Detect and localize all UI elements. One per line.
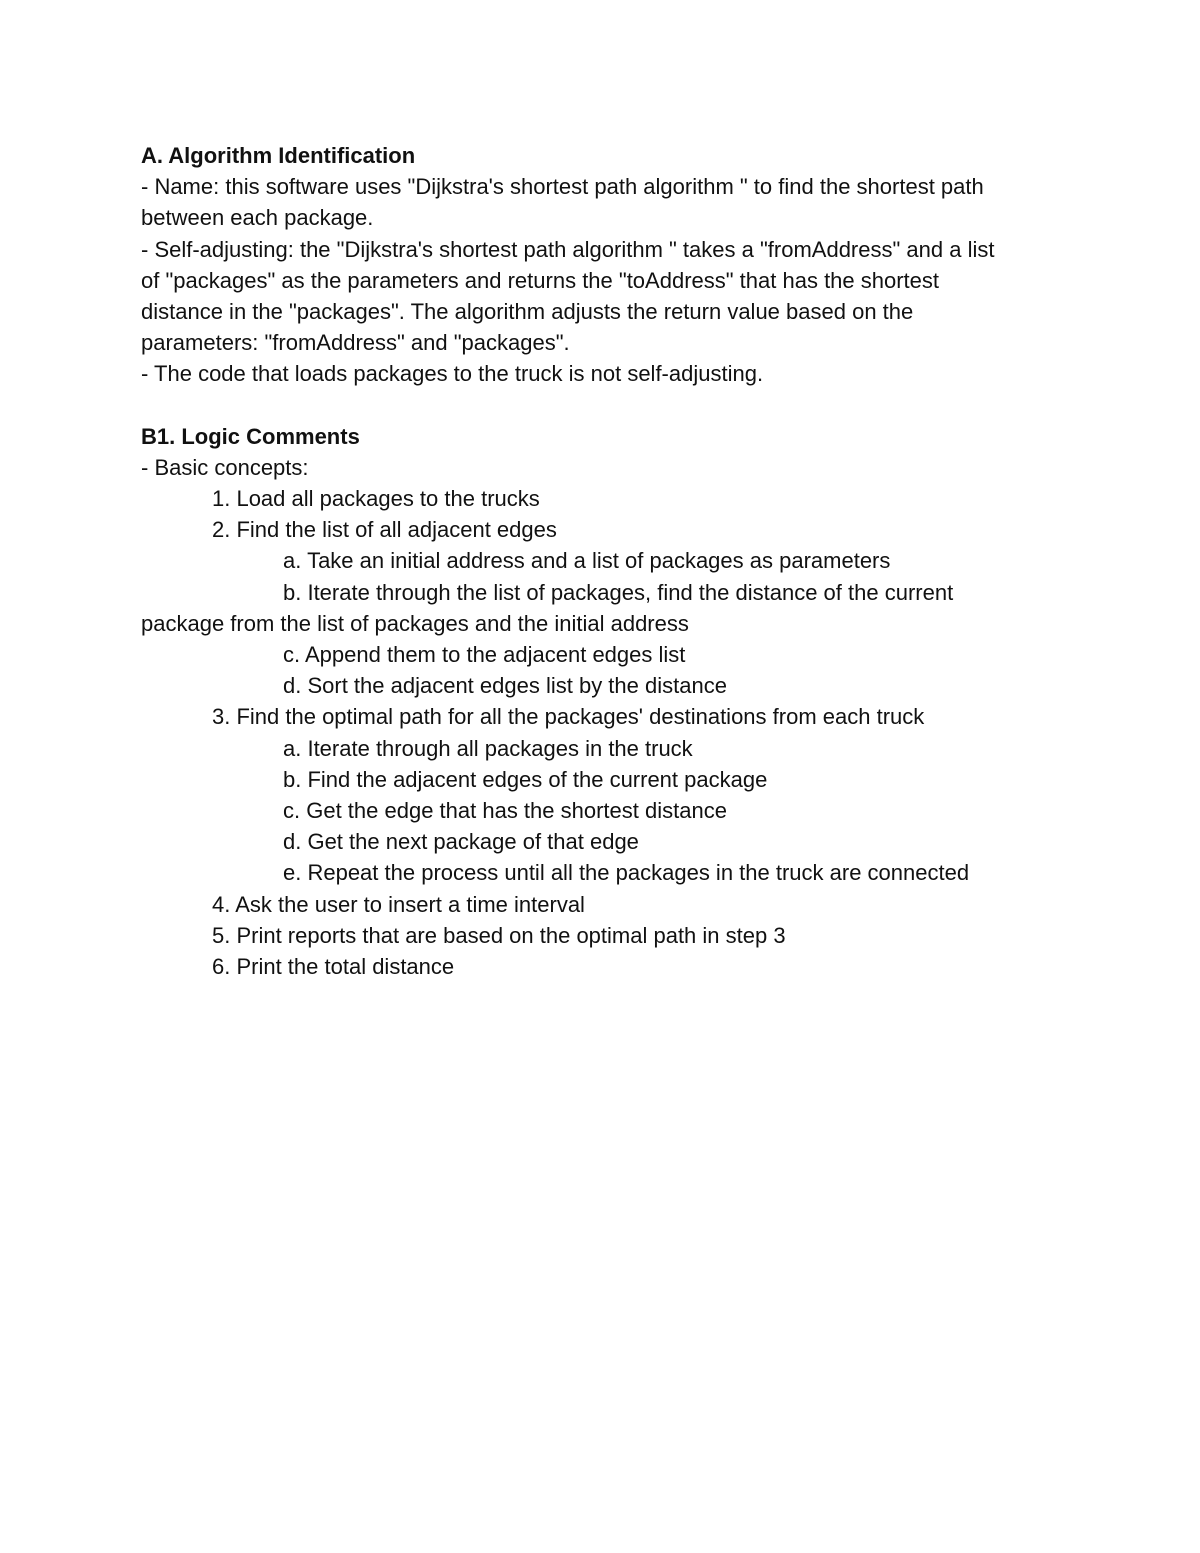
- list-subitem-step-2a: a. Take an initial address and a list of packages as parameters: [283, 548, 891, 574]
- list-subitem-step-3b: b. Find the adjacent edges of the current package: [283, 766, 768, 792]
- list-subitem-step-2b: b. Iterate through the list of packages, find the distance of the current: [283, 579, 954, 605]
- list-subitem-step-3d: d. Get the next package of that edge: [283, 829, 639, 855]
- list-item-step-4: 4. Ask the user to insert a time interval: [212, 891, 585, 917]
- section-a-heading: A. Algorithm Identification: [141, 143, 416, 168]
- list-subitem-step-2b-continuation: package from the list of packages and the initial address: [141, 610, 689, 636]
- list-subitem-step-3e: e. Repeat the process until all the packages in the truck are connected: [283, 860, 970, 886]
- section-b1-heading: B1. Logic Comments: [141, 423, 360, 449]
- list-subitem-step-3c: c. Get the edge that has the shortest distance: [283, 797, 727, 823]
- section-a-line: - The code that loads packages to the truck is not self-adjusting.: [141, 361, 764, 387]
- list-item-step-2: 2. Find the list of all adjacent edges: [212, 517, 557, 543]
- list-item-step-6: 6. Print the total distance: [212, 953, 455, 979]
- section-a-line: between each package.: [141, 205, 374, 231]
- section-a-line: - Name: this software uses "Dijkstra's shortest path algorithm " to find the shortest path: [141, 174, 984, 200]
- list-item-step-3: 3. Find the optimal path for all the packages' destinations from each truck: [212, 704, 925, 730]
- list-subitem-step-2c: c. Append them to the adjacent edges list: [283, 642, 686, 667]
- paragraph-spacer: [141, 390, 1061, 421]
- document-page: [141, 140, 1061, 982]
- list-item-step-1: 1. Load all packages to the trucks: [212, 486, 540, 512]
- section-a-line: distance in the "packages". The algorithm adjusts the return value based on the: [141, 298, 914, 324]
- list-subitem-step-2d: d. Sort the adjacent edges list by the distance: [283, 673, 727, 699]
- section-a-line: parameters: "fromAddress" and "packages".: [141, 330, 570, 356]
- section-a-line: of "packages" as the parameters and returns the "toAddress" that has the shortest: [141, 267, 940, 293]
- list-subitem-step-3a: a. Iterate through all packages in the truck: [283, 735, 693, 761]
- list-item-step-5: 5. Print reports that are based on the optimal path in step 3: [212, 922, 786, 948]
- basic-concepts-intro: - Basic concepts:: [141, 454, 309, 480]
- section-a-line: - Self-adjusting: the "Dijkstra's shortest path algorithm " takes a "fromAddress" and a list: [141, 236, 995, 262]
